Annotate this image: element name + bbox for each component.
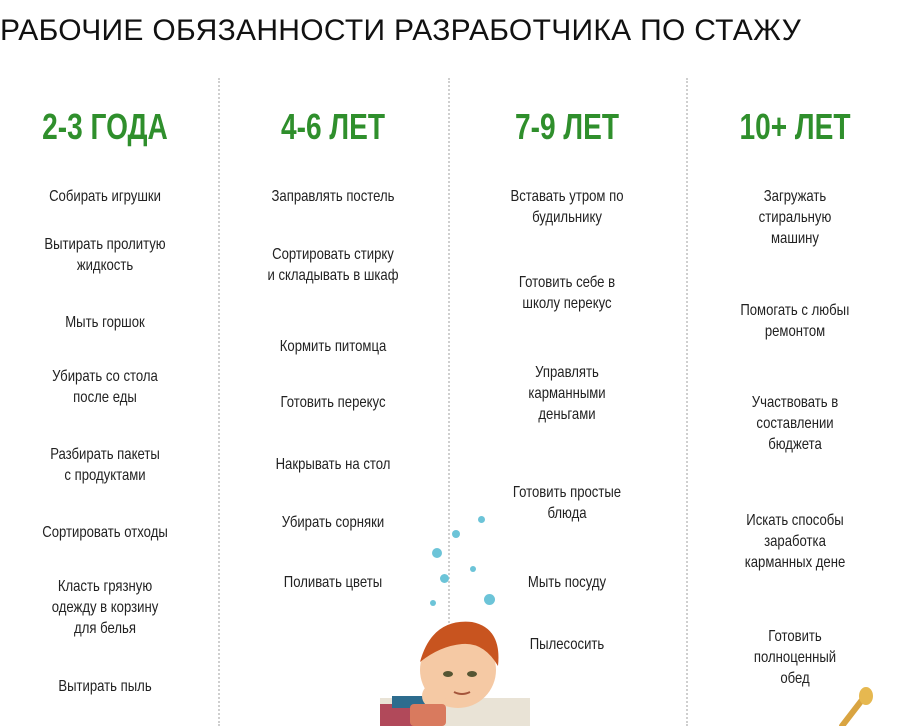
chore-item: Сортировать стирку и складывать в шкаф: [267, 246, 399, 284]
chore-item: Убирать сорняки: [281, 514, 385, 531]
bubble-decoration: [432, 548, 442, 558]
chore-item: Готовить полноценный обед: [753, 628, 837, 687]
spoon-decoration: [836, 686, 876, 726]
page-title: РАБОЧИЕ ОБЯЗАННОСТИ РАЗРАБОТЧИКА ПО СТАЖУ: [0, 14, 802, 47]
chore-item: Готовить перекус: [280, 394, 386, 411]
chore-item: Убирать со стола после еды: [52, 368, 158, 406]
column-heading: 7-9 ЛЕТ: [515, 106, 619, 147]
bubble-decoration: [478, 516, 485, 523]
chore-item: Искать способы заработка карманных дене: [744, 512, 846, 571]
chore-item: Мыть горшок: [65, 314, 145, 331]
chore-item: Поливать цветы: [283, 574, 383, 591]
chore-item: Вытирать пыль: [58, 678, 152, 695]
chore-item: Вставать утром по будильнику: [510, 188, 624, 226]
chore-item: Сортировать отходы: [42, 524, 168, 541]
chore-item: Помогать с любыı ремонтом: [740, 302, 850, 340]
chore-item: Разбирать пакеты с продуктами: [50, 446, 160, 484]
chore-item: Готовить себе в школу перекус: [518, 274, 616, 312]
chore-item: Готовить простые блюда: [512, 484, 622, 522]
bubble-decoration: [470, 566, 476, 572]
chore-item: Пылесосить: [529, 636, 605, 653]
chore-item: Кормить питомца: [279, 338, 387, 355]
chore-item: Накрывать на стол: [275, 456, 391, 473]
chore-item: Собирать игрушки: [49, 188, 161, 205]
column-2-3-years: [0, 100, 210, 726]
chore-item: Заправлять постель: [271, 188, 395, 205]
child-illustration: [380, 600, 530, 726]
column-divider: [686, 78, 688, 726]
bubble-decoration: [452, 530, 460, 538]
column-10-plus-years: [690, 100, 900, 726]
column-divider: [218, 78, 220, 726]
bubble-decoration: [440, 574, 449, 583]
chore-item: Загружать стиральную машину: [758, 188, 832, 247]
column-heading: 4-6 ЛЕТ: [281, 106, 385, 147]
column-heading: 10+ ЛЕТ: [739, 106, 851, 147]
chore-item: Мыть посуду: [527, 574, 607, 591]
chore-item: Управлять карманными деньгами: [528, 364, 606, 423]
column-heading: 2-3 ГОДА: [42, 106, 168, 147]
chore-item: Участвовать в составлении бюджета: [751, 394, 839, 453]
chore-item: Вытирать пролитую жидкость: [44, 236, 166, 274]
chore-item: Класть грязную одежду в корзину для белья: [51, 578, 159, 637]
